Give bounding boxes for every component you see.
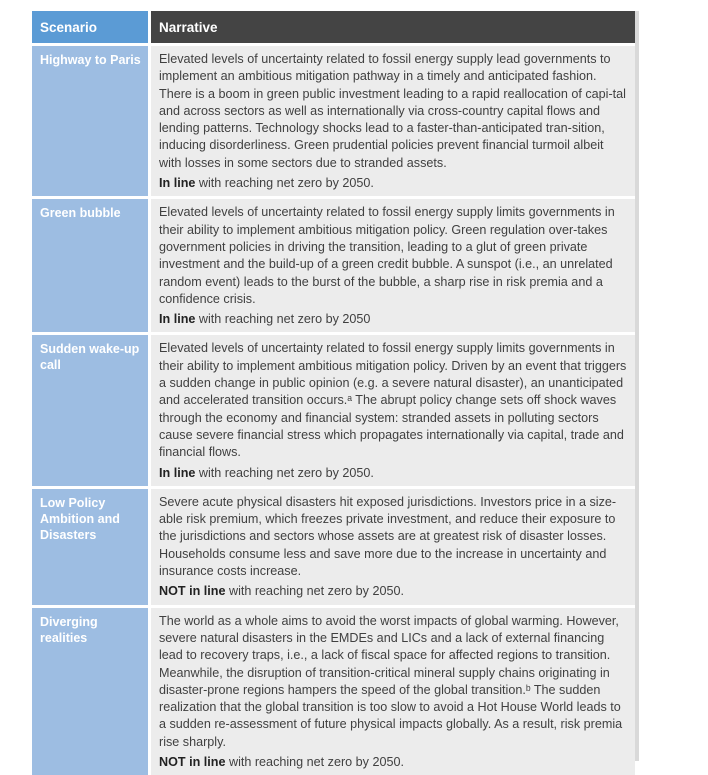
narrative-text: Elevated levels of uncertainty related to fossil energy supply limits governments in their ability to implement ambitious mitigation policy. Driven by an event that triggers a sudden change in public opinion (e.g. a severe natural disaster), an unanticipated and accelerated transition occurs.ᵃ The abrupt policy change sets off shock waves through the economy and financial system: stranded assets in polluting sectors cause severe financial stress which propagates internationally via capital, trade and financial flows. bbox=[159, 341, 627, 460]
table-row bbox=[32, 332, 635, 485]
narrative-cell bbox=[151, 43, 635, 196]
narrative-cell bbox=[151, 332, 635, 485]
net-zero-status bbox=[159, 311, 627, 328]
narrative-cell bbox=[151, 196, 635, 332]
status-rest: with reaching net zero by 2050 bbox=[195, 312, 371, 327]
scenario-name: Highway to Paris bbox=[32, 43, 151, 196]
table-row bbox=[32, 196, 635, 332]
net-zero-status bbox=[159, 583, 627, 600]
narrative-cell bbox=[151, 605, 635, 775]
table-row bbox=[32, 43, 635, 196]
status-rest: with reaching net zero by 2050. bbox=[195, 176, 374, 191]
table-row bbox=[32, 486, 635, 605]
scenario-name: Sudden wake-up call bbox=[32, 332, 151, 485]
net-zero-status bbox=[159, 175, 627, 192]
status-keyword: In line bbox=[159, 465, 196, 480]
scenario-name: Green bubble bbox=[32, 196, 151, 332]
status-keyword: In line bbox=[159, 312, 196, 327]
status-keyword: NOT in line bbox=[159, 754, 226, 769]
status-rest: with reaching net zero by 2050. bbox=[195, 465, 374, 480]
header-narrative: Narrative bbox=[151, 11, 635, 43]
status-keyword: In line bbox=[159, 176, 196, 191]
narrative-text: Severe acute physical disasters hit exposed jurisdictions. Investors price in a size-able risk premium, which freezes private investment, and reduce their exposure to the jurisdictions and sectors whose assets are at greatest risk of disaster losses. Households consume less and save more due to the increase in uncertainty and insurance costs increase. bbox=[159, 494, 617, 579]
table-row bbox=[32, 605, 635, 775]
narrative-text: Elevated levels of uncertainty related to fossil energy supply limits governments in their ability to implement ambitious mitigation policy. Green regulation over-takes government policies in driving the transition, leading to a glut of green private investment and the build-up of a green credit bubble. A sunspot (i.e., an unrelated random event) leads to the burst of the bubble, a sharp rise in risk premia and a confidence crisis. bbox=[159, 205, 615, 306]
table-header-row bbox=[32, 11, 635, 43]
status-rest: with reaching net zero by 2050. bbox=[225, 754, 404, 769]
table-edge-shadow bbox=[635, 11, 639, 761]
narrative-cell bbox=[151, 486, 635, 605]
scenario-name: Low Policy Ambition and Disasters bbox=[32, 486, 151, 605]
header-scenario: Scenario bbox=[32, 11, 151, 43]
net-zero-status bbox=[159, 465, 627, 482]
narrative-text: Elevated levels of uncertainty related to fossil energy supply lead governments to implement an ambitious mitigation pathway in a timely and anticipated fashion. There is a boom in green public investment leading to a rapid reallocation of capi-tal and across sectors as well as internationally via cross-country capital flows and lending patterns. Technology shocks lead to a faster-than-anticipated tran-sition, inducing disorderliness. Green prudential policies prevent financial turmoil albeit with losses in some sectors due to stranded assets. bbox=[159, 52, 626, 170]
scenario-table bbox=[32, 11, 635, 775]
narrative-text: The world as a whole aims to avoid the worst impacts of global warming. However, severe natural disasters in the EMDEs and LICs and a lack of external financing lead to recovery traps, i.e., a lack of fiscal space for affected regions to transition. Meanwhile, the disruption of transition-critical mineral supply chains originating in disaster-prone regions hampers the speed of the global transition.ᵇ The sudden realization that the global transition is too slow to avoid a Hot House World leads to a sudden re-assessment of future physical impacts globally. As a result, risk premia rise sharply. bbox=[159, 613, 623, 749]
net-zero-status bbox=[159, 754, 627, 771]
status-keyword: NOT in line bbox=[159, 584, 226, 599]
status-rest: with reaching net zero by 2050. bbox=[225, 584, 404, 599]
scenario-name: Diverging realities bbox=[32, 605, 151, 775]
